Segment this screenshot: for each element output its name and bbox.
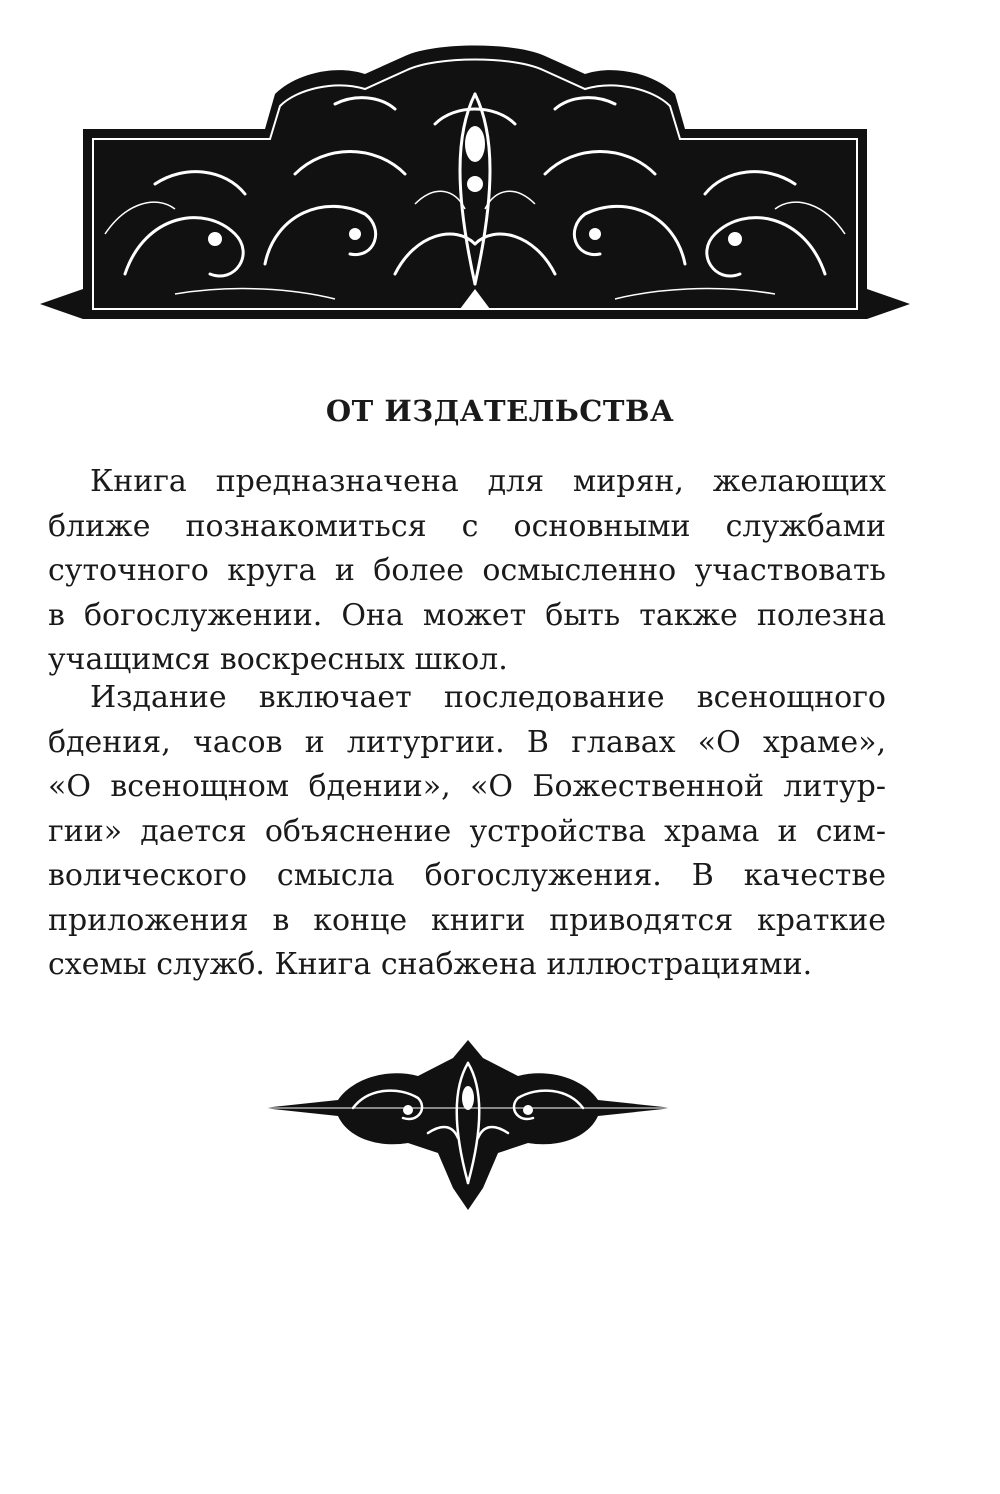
text-line: Издание включает последование всенощного xyxy=(90,680,886,715)
text-line: в богослужении. Она может быть также полезна xyxy=(48,597,886,633)
text-line: ближе познакомиться с основными службами xyxy=(48,508,886,544)
text-line: суточного круга и более осмысленно участвовать xyxy=(48,553,886,588)
text-line: гии» дается объяснение устройства храма и сим- xyxy=(48,813,886,849)
text-line: волического смысла богослужения. В качестве xyxy=(48,858,886,893)
paragraph-2 xyxy=(48,676,886,988)
paragraph-1 xyxy=(48,460,886,683)
text-line: учащимся воскресных школ. xyxy=(48,642,508,677)
text-line: приложения в конце книги приводятся краткие xyxy=(48,902,886,938)
text-line: схемы служб. Книга снабжена иллюстрациями. xyxy=(48,947,813,982)
page-heading: ОТ ИЗДАТЕЛЬСТВА xyxy=(325,394,675,428)
text-line: «О всенощном бдении», «О Божественной литур- xyxy=(48,769,886,804)
floral-tailpiece-ornament-icon xyxy=(258,1038,678,1213)
floral-headpiece-ornament-icon xyxy=(35,34,915,324)
text-line: бдения, часов и литургии. В главах «О храме», xyxy=(48,724,886,760)
text-line: Книга предназначена для мирян, желающих xyxy=(90,464,886,499)
